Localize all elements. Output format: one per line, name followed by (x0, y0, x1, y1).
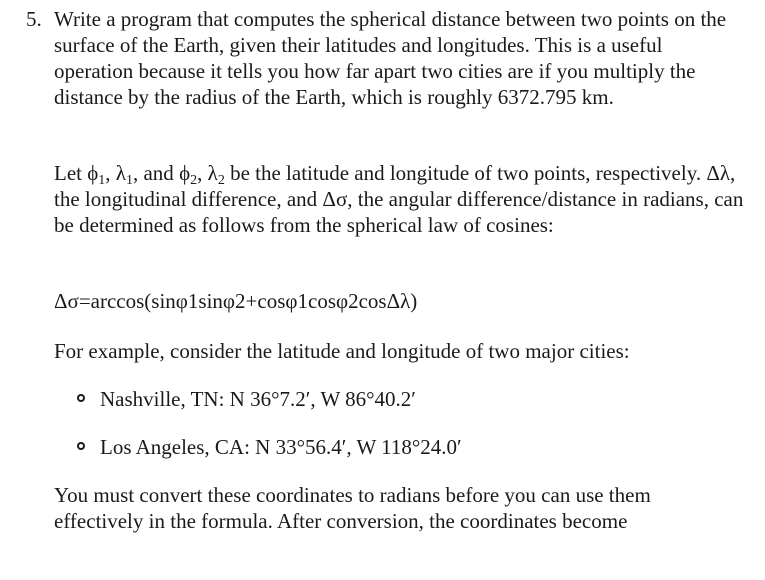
problem-number: 5. (26, 7, 42, 31)
example-intro: For example, consider the latitude and longitude of two major cities: (54, 339, 630, 363)
spherical-law-formula: Δσ=arccos(sinφ1sinφ2+cosφ1cosφ2cosΔλ) (54, 289, 418, 313)
definition-let: Let (54, 161, 88, 185)
lambda-2-subscript: 2 (217, 173, 225, 188)
list-item (74, 386, 734, 412)
phi-1-subscript: 1 (98, 173, 106, 188)
definition-paragraph (54, 160, 744, 238)
city-nashville: Nashville, TN: N 36°7.2′, W 86°40.2′ (100, 387, 416, 411)
definition-rest: be the latitude and longitude of two points, respectively. Δλ, the longitudinal difference, and Δσ, the angular difference/distance in radians, can be determined as follows from the spherical law of cosines: (54, 161, 744, 237)
city-list (74, 386, 734, 482)
definition-and: , and (132, 161, 180, 185)
bullet-circle-icon (77, 442, 85, 450)
outro-paragraph: You must convert these coordinates to radians before you can use them effectively in the formula. After conversion, the coordinates become (54, 483, 651, 533)
intro-paragraph: Write a program that computes the spherical distance between two points on the surface of the Earth, given their latitudes and longitudes. This is a useful operation because it tells you how far apart two cities are if you multiply the distance by the radius of the Earth, which is roughly 6372.795 km. (54, 7, 727, 109)
definition-comma-2: , (197, 161, 208, 185)
phi-2-symbol: ϕ (179, 161, 191, 185)
lambda-2-symbol: λ (207, 161, 218, 185)
lambda-1-subscript: 1 (125, 173, 133, 188)
list-item (74, 434, 734, 460)
city-los-angeles: Los Angeles, CA: N 33°56.4′, W 118°24.0′ (100, 435, 462, 459)
definition-comma-1: , (105, 161, 116, 185)
phi-1-symbol: ϕ (87, 161, 99, 185)
bullet-circle-icon (77, 394, 85, 402)
phi-2-subscript: 2 (190, 173, 198, 188)
lambda-1-symbol: λ (115, 161, 126, 185)
